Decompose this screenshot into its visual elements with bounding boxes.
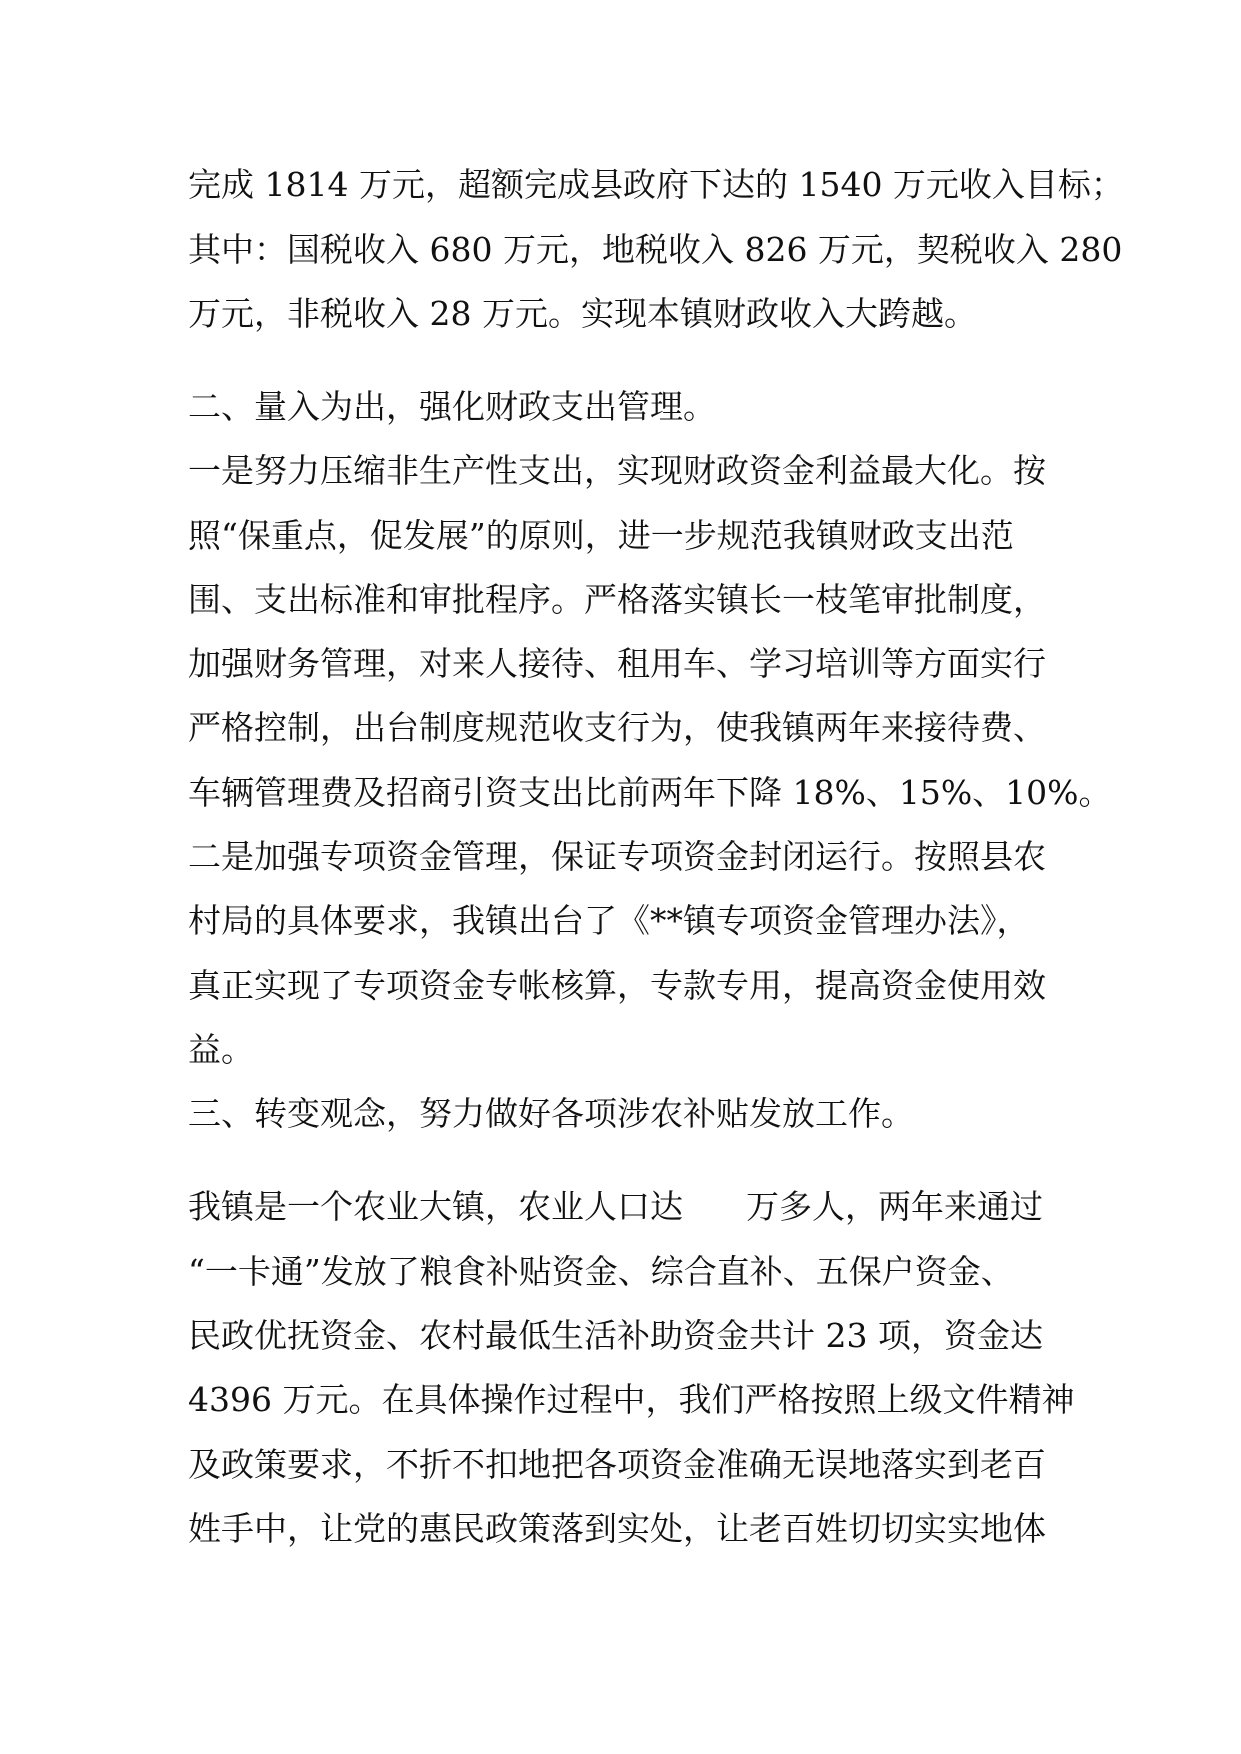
text-line: 4396 万元。在具体操作过程中，我们严格按照上级文件精神	[188, 1380, 1075, 1419]
text-line: 益。	[188, 1030, 254, 1069]
text-line: 二是加强专项资金管理，保证专项资金封闭运行。按照县农	[188, 837, 1046, 876]
text-line: 严格控制，出台制度规范收支行为，使我镇两年来接待费、	[188, 708, 1046, 747]
text-line: 车辆管理费及招商引资支出比前两年下降 18%、15%、10%。	[188, 773, 1112, 812]
text-line: 万元，非税收入 28 万元。实现本镇财政收入大跨越。	[188, 294, 977, 333]
text-line: 村局的具体要求，我镇出台了《**镇专项资金管理办法》，	[188, 901, 1030, 940]
text-line: 一是努力压缩非生产性支出，实现财政资金利益最大化。按	[188, 451, 1046, 490]
text-line: 我镇是一个农业大镇，农业人口达 万多人，两年来通过	[188, 1187, 1043, 1226]
text-line: 民政优抚资金、农村最低生活补助资金共计 23 项，资金达	[188, 1316, 1043, 1355]
section-heading: 三、转变观念，努力做好各项涉农补贴发放工作。	[188, 1094, 914, 1133]
text-line: 及政策要求，不折不扣地把各项资金准确无误地落实到老百	[188, 1445, 1046, 1484]
text-line: 照“保重点，促发展”的原则，进一步规范我镇财政支出范	[188, 516, 1014, 555]
section-heading: 二、量入为出，强化财政支出管理。	[188, 387, 716, 426]
text-line: 真正实现了专项资金专帐核算，专款专用，提高资金使用效	[188, 966, 1046, 1005]
text-line: 完成 1814 万元，超额完成县政府下达的 1540 万元收入目标；	[188, 165, 1124, 204]
text-line: “一卡通”发放了粮食补贴资金、综合直补、五保户资金、	[188, 1252, 1014, 1291]
text-line: 围、支出标准和审批程序。严格落实镇长一枝笔审批制度，	[188, 580, 1046, 619]
text-line: 其中：国税收入 680 万元，地税收入 826 万元，契税收入 280	[188, 230, 1123, 269]
text-line: 姓手中，让党的惠民政策落到实处，让老百姓切切实实地体	[188, 1509, 1046, 1548]
text-line: 加强财务管理，对来人接待、租用车、学习培训等方面实行	[188, 644, 1046, 683]
